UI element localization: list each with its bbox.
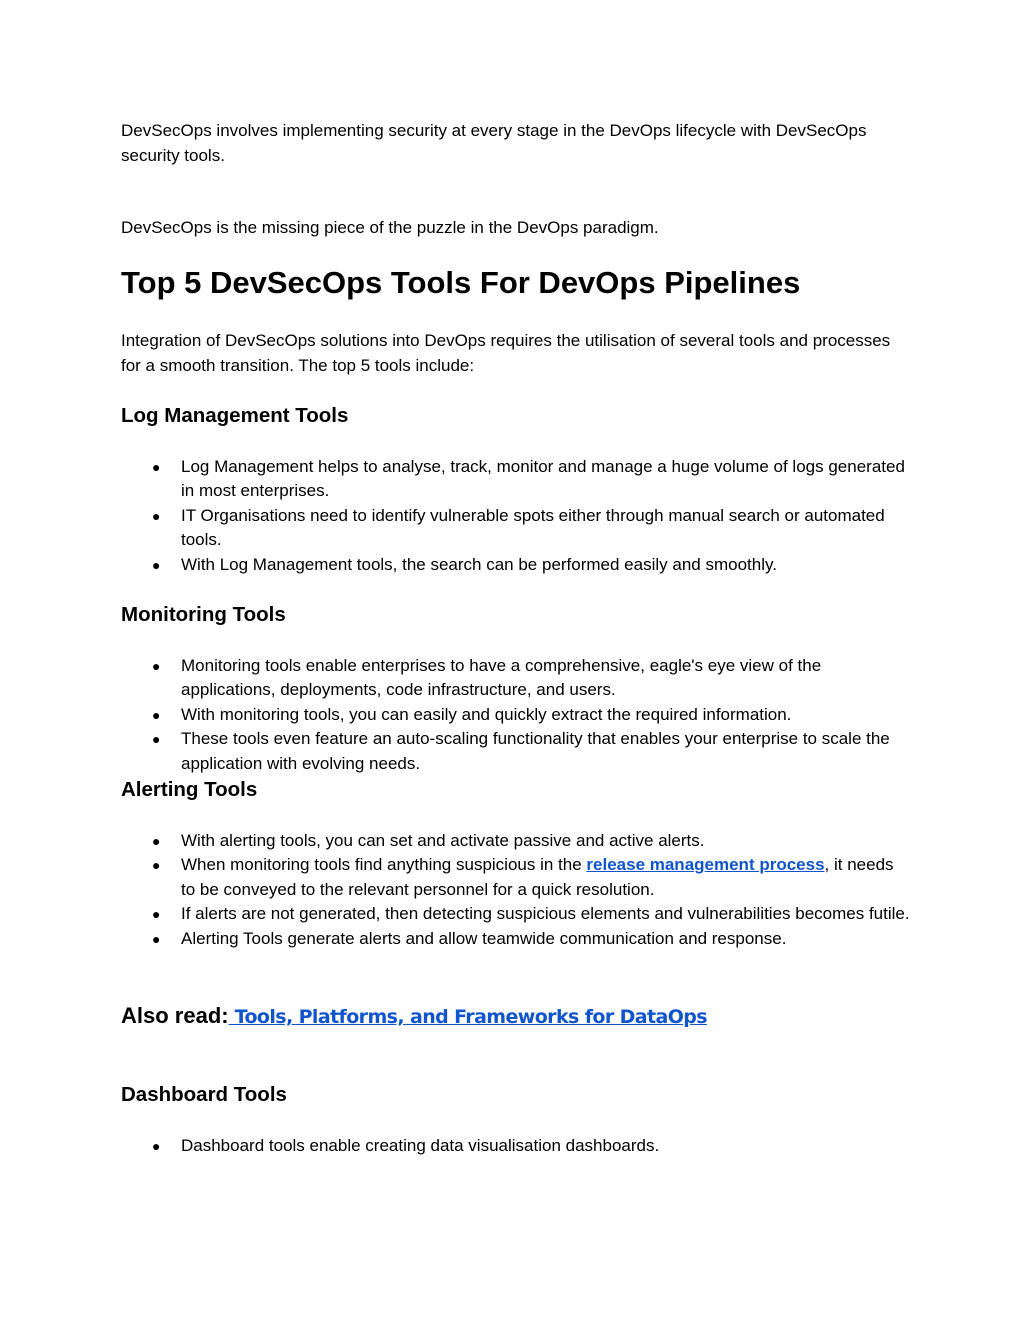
list-item: ● These tools even feature an auto-scaling functionality that enables your enterprise to scale the application with evolving needs. bbox=[152, 729, 890, 773]
dashboard-heading: Dashboard Tools bbox=[121, 1083, 287, 1106]
list-item: ● Alerting Tools generate alerts and allow teamwide communication and response. bbox=[121, 927, 911, 951]
bullet-icon: ● bbox=[152, 731, 161, 748]
bullet-icon: ● bbox=[152, 1138, 161, 1154]
bullet-icon: ● bbox=[152, 833, 161, 849]
bullet-icon: ● bbox=[152, 658, 161, 674]
list-item: ● With monitoring tools, you can easily and quickly extract the required information. bbox=[121, 703, 911, 727]
integration-paragraph: Integration of DevSecOps solutions into DevOps requires the utilisation of several tools and processes for a smooth transition. The top 5 tools include: bbox=[121, 331, 891, 375]
monitoring-heading: Monitoring Tools bbox=[121, 603, 286, 626]
monitoring-list bbox=[121, 654, 911, 776]
list-item: ● Dashboard tools enable creating data visualisation dashboards. bbox=[121, 1134, 911, 1158]
bullet-icon: ● bbox=[152, 556, 161, 573]
main-heading: Top 5 DevSecOps Tools For DevOps Pipelines bbox=[121, 265, 801, 300]
bullet-icon: ● bbox=[152, 930, 161, 947]
log-management-heading: Log Management Tools bbox=[121, 404, 349, 427]
list-item: ● If alerts are not generated, then detecting suspicious elements and vulnerabilities becomes futile. bbox=[121, 902, 911, 926]
bullet-icon: ● bbox=[152, 459, 161, 475]
dataops-frameworks-link[interactable]: Tools, Platforms, and Frameworks for DataOps bbox=[228, 1006, 707, 1028]
list-item: ● Monitoring tools enable enterprises to have a comprehensive, eagle's eye view of the applications, deployments, code infrastructure, and users. bbox=[152, 656, 822, 700]
bullet-icon: ● bbox=[152, 507, 161, 524]
also-read bbox=[121, 1001, 707, 1032]
missing-piece-paragraph: DevSecOps is the missing piece of the puzzle in the DevOps paradigm. bbox=[121, 218, 659, 237]
also-read-label: Also read: bbox=[121, 1003, 229, 1028]
dashboard-list bbox=[121, 1134, 911, 1158]
list-item: ● IT Organisations need to identify vulnerable spots either through manual search or automated tools. bbox=[152, 505, 885, 550]
list-item: ● With Log Management tools, the search can be performed easily and smoothly. bbox=[121, 553, 911, 577]
alerting-heading: Alerting Tools bbox=[121, 778, 258, 801]
list-item: ● With alerting tools, you can set and activate passive and active alerts. bbox=[121, 829, 911, 853]
bullet-icon: ● bbox=[152, 857, 161, 874]
bullet-icon: ● bbox=[152, 706, 161, 723]
list-item: ● When monitoring tools find anything suspicious in the release management process, it needs to be conveyed to the relevant personnel for a quick resolution. bbox=[152, 855, 894, 899]
alerting-list bbox=[121, 829, 911, 951]
log-management-list bbox=[121, 455, 911, 577]
intro-paragraph: DevSecOps involves implementing security at every stage in the DevOps lifecycle with DevSecOps security tools. bbox=[121, 121, 867, 165]
list-item: ● Log Management helps to analyse, track, monitor and manage a huge volume of logs generated in most enterprises. bbox=[152, 457, 905, 501]
bullet-icon: ● bbox=[152, 906, 161, 923]
release-management-process-link[interactable]: release management process bbox=[586, 855, 825, 875]
